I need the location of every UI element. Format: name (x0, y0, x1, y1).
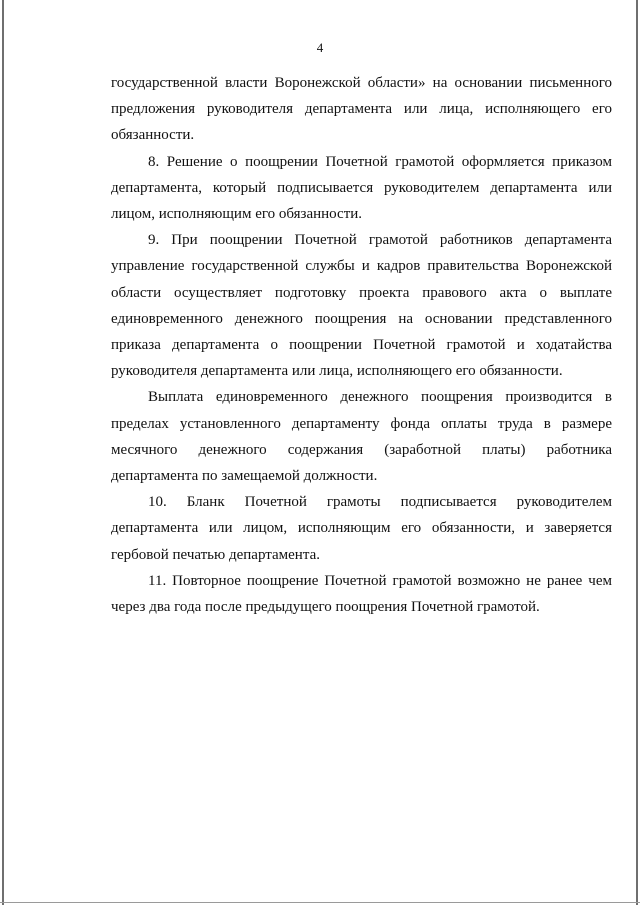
scan-bottom-edge (0, 902, 640, 903)
paragraph-item-11: 11. Повторное поощрение Почетной грамотой возможно не ранее чем через два года после предыдущего поощрения Почетной грамотой. (111, 572, 612, 616)
page-number: 4 (316, 40, 324, 55)
paragraph-continuation: государственной власти Воронежской области» на основании письменного предложения руководителя департамента или лица, исполняющего его обязанности. (111, 75, 612, 144)
paragraph-payment: Выплата единовременного денежного поощрения производится в пределах установленного департаменту фонда оплаты труда в размере месячного денежного содержания (заработной платы) работника департамента по замещаемой должности. (111, 389, 612, 485)
paragraph-item-9: 9. При поощрении Почетной грамотой работников департамента управление государственной службы и кадров правительства Воронежской области осуществляет подготовку проекта правового акта о выплате единовременного денежного поощрения на основании представленного приказа департамента о поощрении Почетной грамотой и ходатайства руководителя департамента или лица, исполняющего его обязанности. (111, 232, 612, 380)
paragraph-item-8: 8. Решение о поощрении Почетной грамотой оформляется приказом департамента, который подписывается руководителем департамента или лицом, исполняющим его обязанности. (111, 153, 612, 223)
document-body (111, 70, 612, 620)
scan-left-edge (2, 0, 4, 905)
paragraph-item-10: 10. Бланк Почетной грамоты подписывается руководителем департамента или лицом, исполняющим его обязанности, и заверяется гербовой печатью департамента. (111, 494, 612, 563)
scan-right-edge (636, 0, 638, 905)
